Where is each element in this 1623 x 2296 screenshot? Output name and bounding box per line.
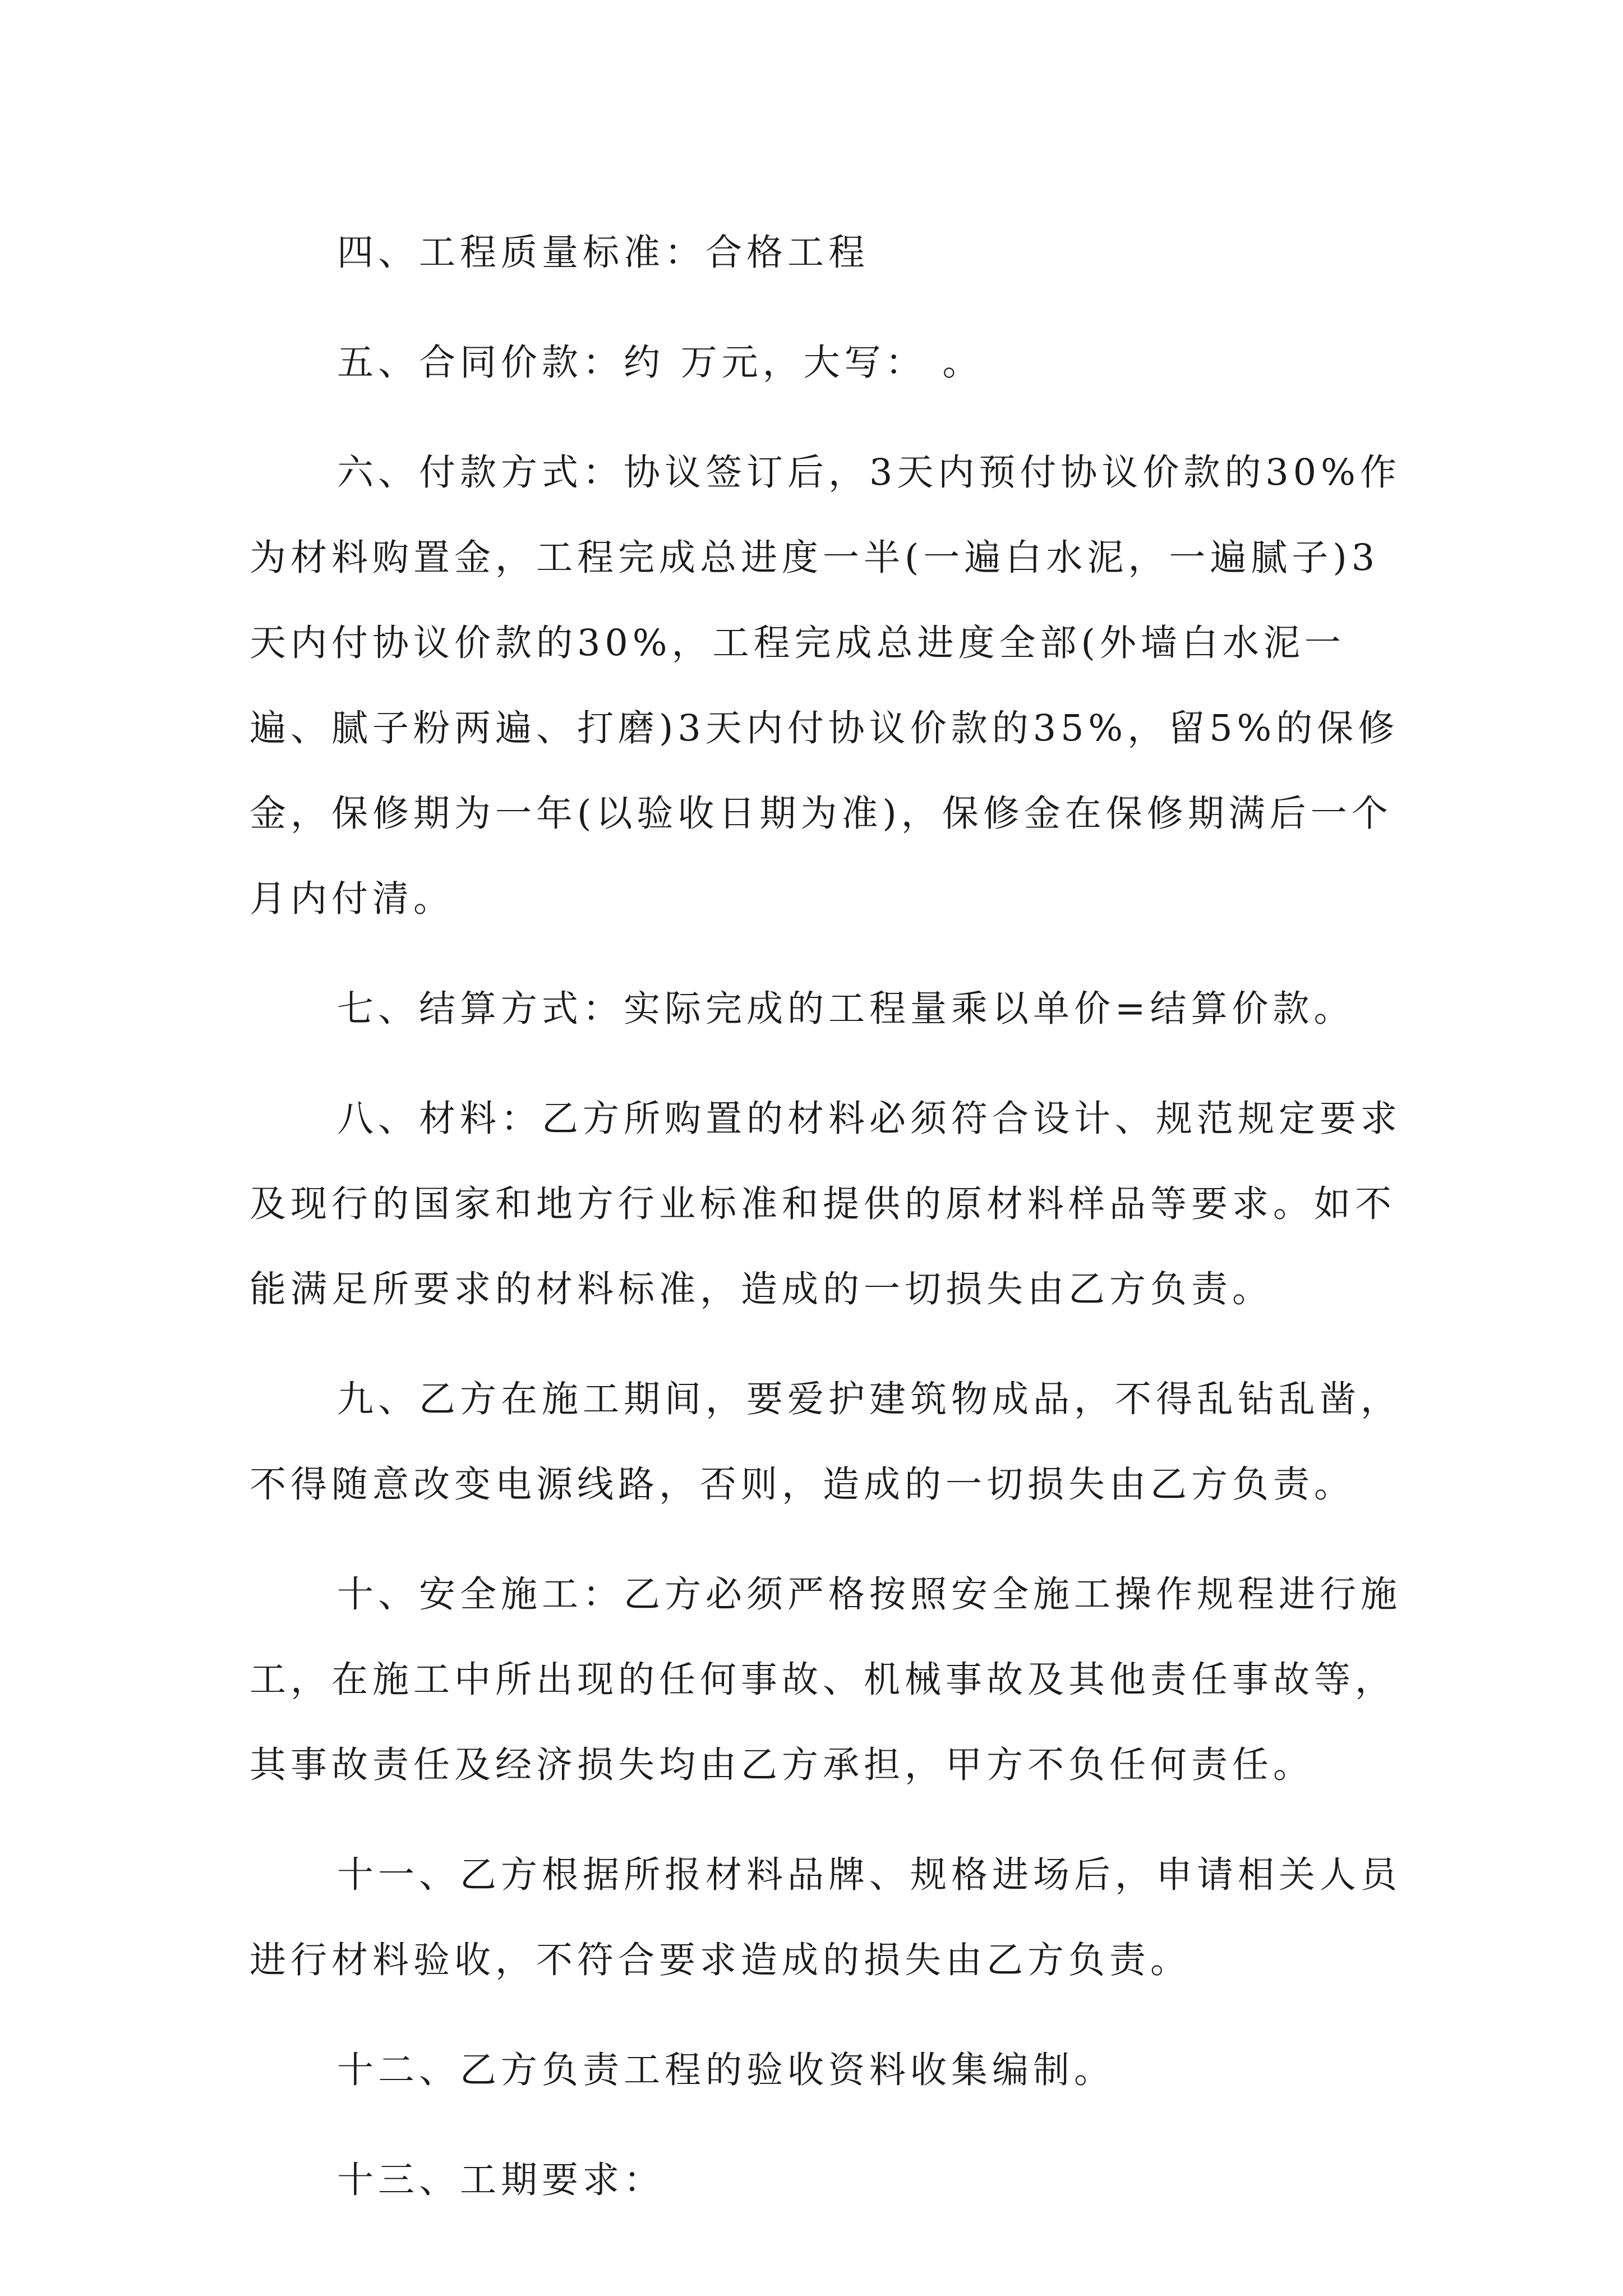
clause-schedule: 十三、工期要求： (337, 2159, 665, 2201)
clause-material-inspection: 十一、乙方根据所报材料品牌、规格进场后，申请相关人员进行材料验收，不符合要求造成的损失由乙方负责。 (250, 1854, 1402, 1981)
clause-safety: 十、安全施工：乙方必须严格按照安全施工操作规程进行施工，在施工中所出现的任何事故、机械事故及其他责任事故等，其事故责任及经济损失均由乙方承担，甲方不负任何责任。 (250, 1573, 1402, 1786)
document-body (250, 210, 1410, 2248)
clause-quality-standard: 四、工程质量标准：合格工程 (337, 232, 870, 274)
clause-payment-method: 六、付款方式：协议签订后，3天内预付协议价款的30%作为材料购置金，工程完成总进度一半(一遍白水泥，一遍腻子)3天内付协议价款的30%，工程完成总进度全部(外墙白水泥一遍、腻子粉两遍、打磨)3天内付协议价款的35%，留5%的保修金，保修期为一年(以验收日期为准)，保修金在保修期满后一个月内付清。 (250, 452, 1401, 920)
clause-construction-protection: 九、乙方在施工期间，要爱护建筑物成品，不得乱钻乱凿，不得随意改变电源线路，否则，造成的一切损失由乙方负责。 (250, 1378, 1402, 1506)
clause-settlement-method: 七、结算方式：实际完成的工程量乘以单价=结算价款。 (337, 988, 1355, 1030)
clause-contract-price: 五、合同价款：约 万元，大写： 。 (337, 342, 984, 384)
clause-acceptance-documents: 十二、乙方负责工程的验收资料收集编制。 (337, 2049, 1115, 2091)
clause-materials: 八、材料：乙方所购置的材料必须符合设计、规范规定要求及现行的国家和地方行业标准和提供的原材料样品等要求。如不能满足所要求的材料标准，造成的一切损失由乙方负责。 (250, 1098, 1402, 1310)
